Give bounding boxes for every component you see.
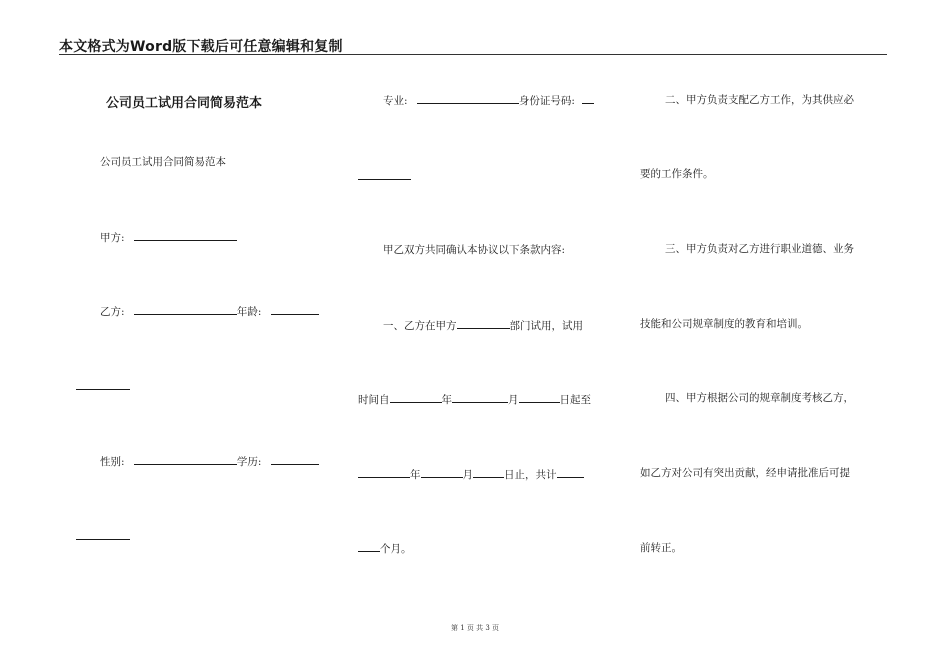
page-number: 第 1 页 共 3 页 bbox=[450, 624, 500, 632]
end-month-blank[interactable] bbox=[421, 467, 463, 478]
clause-3-line-2: 技能和公司规章制度的教育和培训。 bbox=[640, 318, 808, 330]
start-month-label: 月 bbox=[508, 394, 519, 406]
start-year-label: 年 bbox=[441, 394, 452, 406]
months-line bbox=[358, 541, 412, 556]
party-a-label: 甲方: bbox=[100, 232, 125, 244]
party-b-line bbox=[100, 304, 319, 319]
id-number-continuation-blank[interactable] bbox=[358, 179, 411, 180]
education-label: 学历: bbox=[236, 456, 262, 468]
clause-1-line bbox=[383, 318, 583, 333]
clause-1-prefix: 一、乙方在甲方 bbox=[383, 320, 457, 332]
start-year-blank[interactable] bbox=[390, 392, 442, 403]
clause-4-line-3: 前转正。 bbox=[640, 542, 682, 554]
months-label: 个月。 bbox=[380, 543, 412, 555]
party-b-label: 乙方: bbox=[100, 306, 125, 318]
id-number-label: 身份证号码: bbox=[518, 95, 575, 107]
clause-3-line-1: 三、甲方负责对乙方进行职业道德、业务 bbox=[665, 243, 854, 255]
gender-blank[interactable] bbox=[134, 454, 237, 465]
end-year-blank[interactable] bbox=[358, 467, 410, 478]
document-header: 本文格式为Word版下载后可任意编辑和复制 bbox=[59, 39, 343, 55]
start-day-blank[interactable] bbox=[519, 392, 560, 403]
major-label: 专业: bbox=[383, 95, 408, 107]
education-continuation-blank[interactable] bbox=[76, 539, 130, 540]
party-a-blank[interactable] bbox=[134, 230, 237, 241]
end-day-blank[interactable] bbox=[473, 467, 504, 478]
trial-period-end-line bbox=[358, 467, 584, 482]
clause-4-line-2: 如乙方对公司有突出贡献，经申请批准后可提 bbox=[640, 467, 850, 479]
age-label: 年龄: bbox=[236, 306, 262, 318]
gender-line bbox=[100, 454, 319, 469]
gender-label: 性别: bbox=[100, 456, 125, 468]
department-blank[interactable] bbox=[457, 318, 510, 329]
document-title: 公司员工试用合同简易范本 bbox=[106, 96, 263, 111]
major-blank[interactable] bbox=[417, 93, 519, 104]
end-day-label: 日止，共计 bbox=[504, 469, 557, 481]
major-line bbox=[383, 93, 594, 108]
end-year-label: 年 bbox=[410, 469, 421, 481]
party-a-line bbox=[100, 230, 237, 245]
party-b-blank[interactable] bbox=[134, 304, 237, 315]
id-number-blank[interactable] bbox=[582, 93, 594, 104]
months-blank[interactable] bbox=[358, 541, 380, 552]
start-month-blank[interactable] bbox=[452, 392, 508, 403]
start-day-label: 日起至 bbox=[559, 394, 591, 406]
age-blank[interactable] bbox=[271, 304, 319, 315]
clause-4-line-1: 四、甲方根据公司的规章制度考核乙方， bbox=[665, 392, 854, 404]
contract-subtitle: 公司员工试用合同简易范本 bbox=[100, 156, 226, 168]
trial-period-start-line bbox=[358, 392, 591, 407]
clause-2-line-2: 要的工作条件。 bbox=[640, 168, 714, 180]
education-blank[interactable] bbox=[271, 454, 319, 465]
time-from-label: 时间自 bbox=[358, 394, 390, 406]
header-divider bbox=[59, 54, 887, 55]
clause-1-suffix: 部门试用，试用 bbox=[509, 320, 583, 332]
clause-2-line-1: 二、甲方负责支配乙方工作，为其供应必 bbox=[665, 94, 854, 106]
end-month-label: 月 bbox=[462, 469, 473, 481]
agreement-text: 甲乙双方共同确认本协议以下条款内容: bbox=[383, 244, 566, 256]
party-b-continuation-blank[interactable] bbox=[76, 389, 130, 390]
total-blank[interactable] bbox=[557, 467, 584, 478]
